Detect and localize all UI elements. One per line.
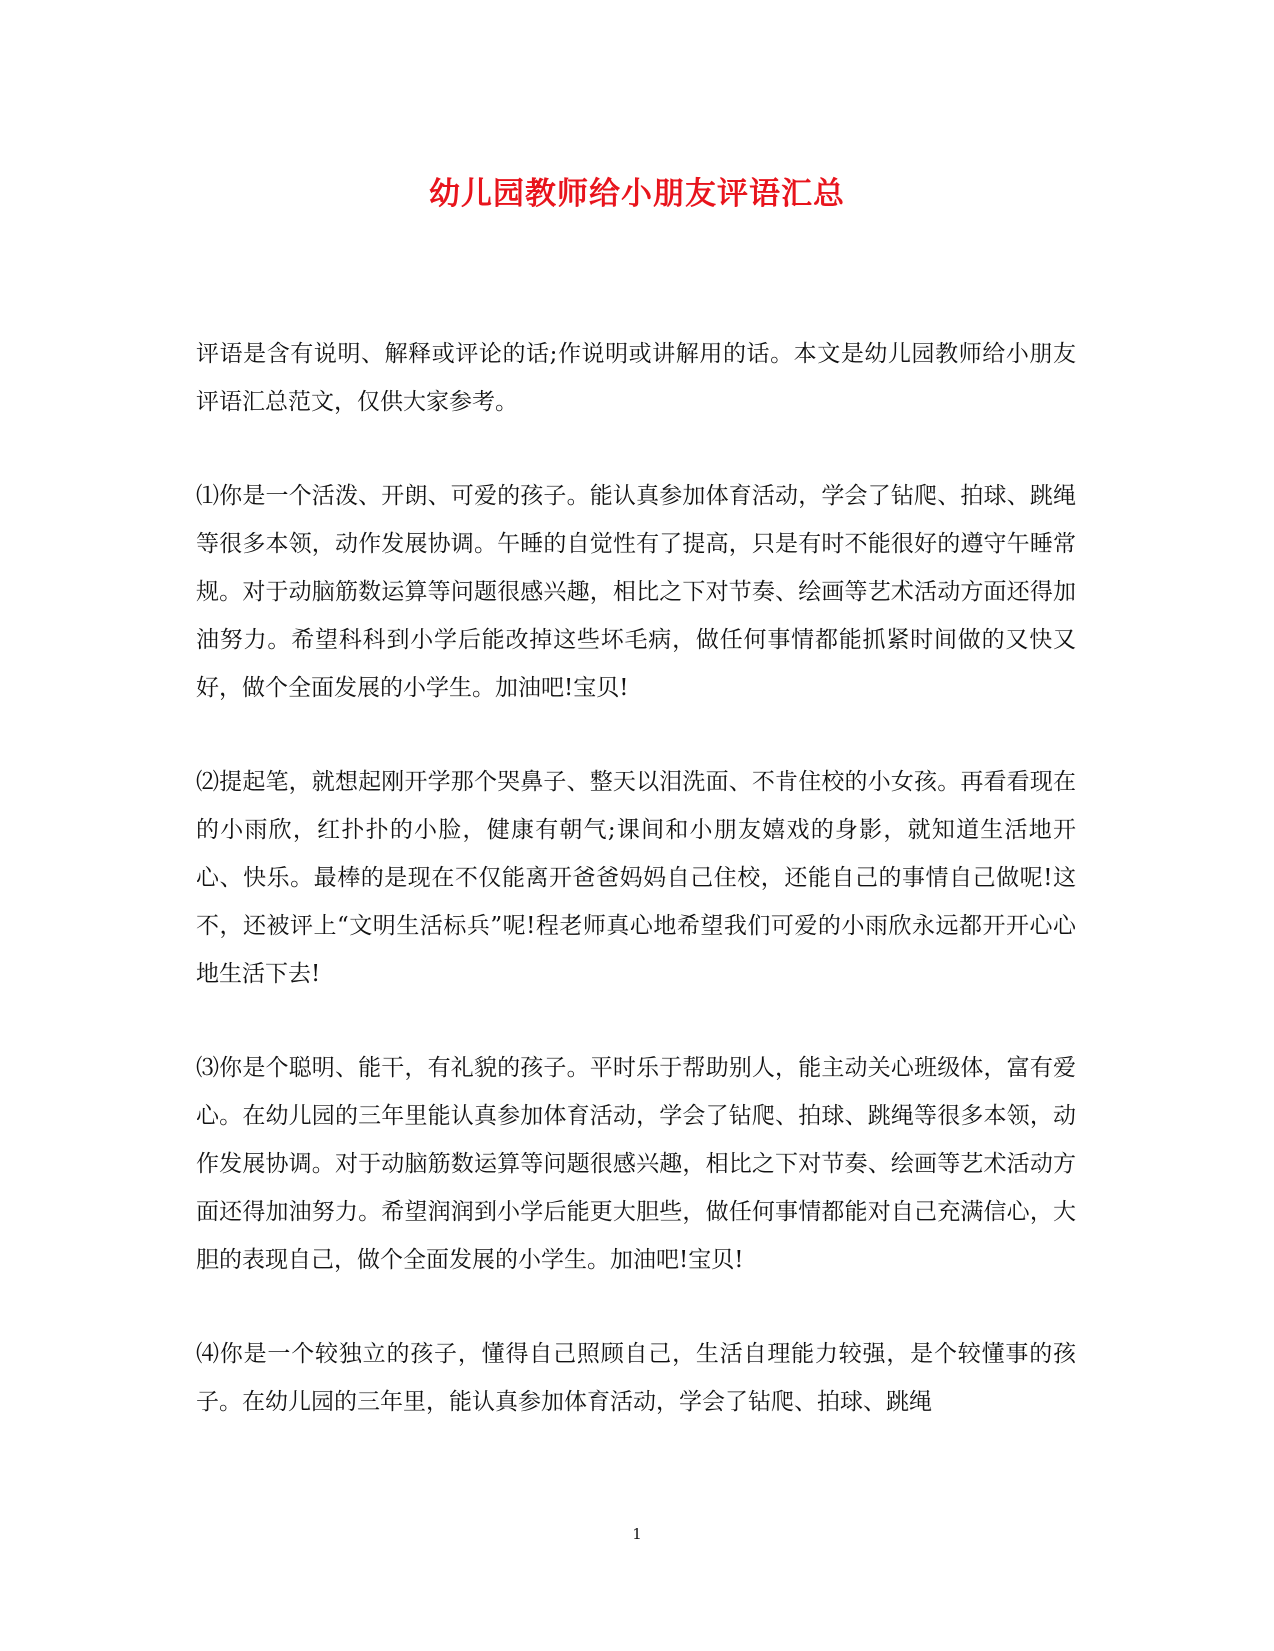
document-title: 幼儿园教师给小朋友评语汇总: [429, 176, 845, 212]
comment-paragraph-1: ⑴你是一个活泼、开朗、可爱的孩子。能认真参加体育活动，学会了钻爬、拍球、跳绳等很多本领，动作发展协调。午睡的自觉性有了提高，只是有时不能很好的遵守午睡常规。对于动脑筋数运算等问题很感兴趣，相比之下对节奏、绘画等艺术活动方面还得加油努力。希望科科到小学后能改掉这些坏毛病，做任何事情都能抓紧时间做的又快又好，做个全面发展的小学生。加油吧!宝贝!: [196, 483, 1076, 701]
page-number: 1: [632, 1525, 642, 1543]
comment-paragraph-4: ⑷你是一个较独立的孩子，懂得自己照顾自己，生活自理能力较强，是个较懂事的孩子。在幼儿园的三年里，能认真参加体育活动，学会了钻爬、拍球、跳绳: [196, 1341, 1076, 1415]
comment-paragraph-2: ⑵提起笔，就想起刚开学那个哭鼻子、整天以泪洗面、不肯住校的小女孩。再看看现在的小雨欣，红扑扑的小脸，健康有朝气;课间和小朋友嬉戏的身影，就知道生活地开心、快乐。最棒的是现在不仅能离开爸爸妈妈自己住校，还能自己的事情自己做呢!这不，还被评上“文明生活标兵”呢!程老师真心地希望我们可爱的小雨欣永远都开开心心地生活下去!: [196, 769, 1076, 987]
comment-paragraph-3: ⑶你是个聪明、能干，有礼貌的孩子。平时乐于帮助别人，能主动关心班级体，富有爱心。在幼儿园的三年里能认真参加体育活动，学会了钻爬、拍球、跳绳等很多本领，动作发展协调。对于动脑筋数运算等问题很感兴趣，相比之下对节奏、绘画等艺术活动方面还得加油努力。希望润润到小学后能更大胆些，做任何事情都能对自己充满信心，大胆的表现自己，做个全面发展的小学生。加油吧!宝贝!: [196, 1055, 1076, 1273]
document-body: [196, 330, 1076, 1426]
intro-paragraph: 评语是含有说明、解释或评论的话;作说明或讲解用的话。本文是幼儿园教师给小朋友评语汇总范文，仅供大家参考。: [196, 341, 1076, 415]
